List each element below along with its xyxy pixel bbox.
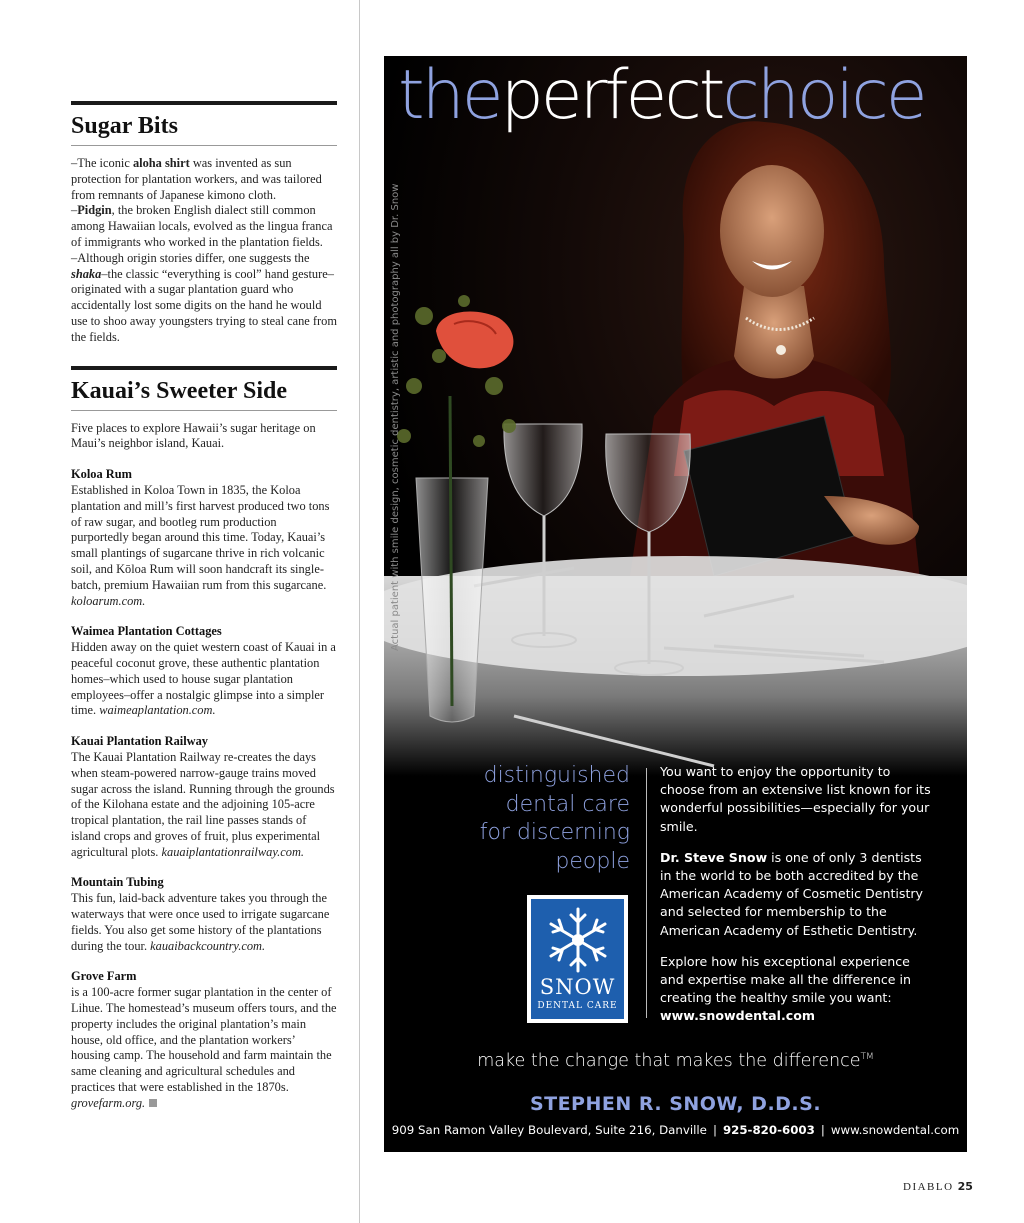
- sugar-bits-title: Sugar Bits: [71, 113, 178, 139]
- sugar-bit-item: –The iconic aloha shirt was invented as sun protection for plantation workers, and was tailored from remnants of Japanese kimono cloth.: [71, 156, 322, 202]
- entry-grove-farm: Grove Farm is a 100-acre former sugar plantation in the center of Lihue. The homestead’s museum offers tours, and the property includes the original plantation’s main house, old office, and the plantation workers’ housing camp. The household and farm maintain the same cleaning and agricultural schedules and practices that were established in the 1870s. grovefarm.org.: [71, 969, 337, 1110]
- thin-rule: [71, 410, 337, 411]
- entry-mountain-tubing: Mountain Tubing This fun, laid-back adventure takes you through the waterways that were once used to irrigate sugarcane fields. You also get some history of the plantations during the tour. kauaibackcountry.com.: [71, 875, 337, 954]
- gutter-line: [359, 0, 360, 1223]
- ad-tagline: distinguished dental care for discerning people: [479, 763, 630, 874]
- entry-heading: Waimea Plantation Cottages: [71, 624, 222, 639]
- entry-waimea-plantation: Waimea Plantation Cottages Hidden away on the quiet western coast of Kauai in a peaceful coconut grove, these authentic plantation homes–which used to house sugar plantation employees–offer a nostalgic glimpse into a simpler time. waimeaplantation.com.: [71, 624, 336, 718]
- entry-heading: Koloa Rum: [71, 467, 132, 482]
- snow-dental-logo: [527, 895, 628, 1023]
- dental-advertisement: [384, 56, 967, 1152]
- sidebar-article: [71, 101, 337, 1112]
- website-url[interactable]: www.snowdental.com: [830, 1123, 960, 1137]
- page-folio: [903, 1180, 973, 1193]
- section-rule: [71, 366, 337, 370]
- logo-wordmark: SNOW: [539, 975, 616, 999]
- sweeter-side-section: [71, 366, 337, 1112]
- copy-paragraph: Explore how his exceptional experience and expertise make all the difference in creating the healthy smile you want: www.snowdental.com: [660, 953, 912, 1024]
- end-mark-icon: [149, 1099, 157, 1107]
- sweeter-side-title: Kauai’s Sweeter Side: [71, 377, 287, 404]
- dinner-scene-illustration: [384, 56, 967, 776]
- doctor-name: STEPHEN R. SNOW, D.D.S.: [529, 1093, 822, 1115]
- section-rule: [71, 101, 337, 105]
- entry-koloa-rum: Koloa Rum Established in Koloa Town in 1835, the Koloa plantation and mill’s first harvest produced two tons of raw sugar, and bootleg rum production purportedly began around this time. Today, Kauai’s small plantings of sugarcane thrive in rich volcanic soil, and Kōloa Rum will soon handcraft its single-batch, premium Hawaiian rum from this sugarcane. koloarum.com.: [71, 467, 337, 609]
- entry-heading: Mountain Tubing: [71, 875, 164, 890]
- sugar-bit-item: –Pidgin, the broken English dialect still common among Hawaiian locals, evolved as the lingua franca of immigrants who worked in the plantation fields.: [71, 203, 333, 249]
- sugar-bit-item: –Although origin stories differ, one suggests the shaka–the classic “everything is cool” hand gesture–originated with a sugar plantation guard who accidentally lost some digits on the hand he would use to shoo away youngsters trying to steal cane from the fields.: [71, 250, 337, 344]
- address: 909 San Ramon Valley Boulevard, Suite 216, Danville: [391, 1123, 707, 1137]
- phone-number[interactable]: 925-820-6003: [722, 1123, 815, 1137]
- contact-line: 909 San Ramon Valley Boulevard, Suite 216, Danville | 925-820-6003 | www.snowdental.com: [391, 1123, 960, 1137]
- entry-heading: Kauai Plantation Railway: [71, 734, 208, 749]
- entry-heading: Grove Farm: [71, 969, 137, 984]
- entry-plantation-railway: Kauai Plantation Railway The Kauai Plantation Railway re-creates the days when steam-powered narrow-gauge trains moved sugar across the island. Running through the grounds of the Kilohana estate and the adjoining 105-acre tropical plantation, the rail line passes stands of island crops and groves of fruit, plus experimental agricultural plots. kauaiplantationrailway.com.: [71, 734, 337, 860]
- sweeter-side-intro: Five places to explore Hawaii’s sugar heritage on Maui’s neighbor island, Kauai.: [71, 420, 316, 451]
- entry-url: koloarum.com.: [71, 593, 146, 608]
- vertical-divider: [646, 768, 647, 1018]
- magazine-name: DIABLO: [903, 1181, 954, 1193]
- thin-rule: [71, 145, 337, 146]
- ad-slogan: make the change that makes the difference™: [477, 1051, 874, 1071]
- ad-body-copy: [660, 763, 935, 1039]
- website-link[interactable]: www.snowdental.com: [660, 1008, 816, 1024]
- copy-paragraph: Dr. Steve Snow is one of only 3 dentists in the world to be both accredited by the American Academy of Cosmetic Dentistry and selected for membership to the American Academy of Esthetic Dentistry.: [660, 849, 924, 938]
- snowflake-icon: [543, 905, 613, 975]
- entry-url: kauaibackcountry.com.: [150, 938, 266, 953]
- entry-url: waimeaplantation.com.: [99, 703, 216, 718]
- photo-caption: Actual patient with smile design, cosmetic dentistry, artistic and photography all by Dr. Snow: [390, 183, 401, 651]
- entry-url: grovefarm.org.: [71, 1095, 146, 1110]
- copy-paragraph: You want to enjoy the opportunity to choose from an extensive list known for its wonderful possibilities—especially for your smile.: [660, 764, 931, 834]
- logo-subtitle: DENTAL CARE: [537, 1001, 618, 1011]
- entry-url: kauaiplantationrailway.com.: [161, 844, 304, 859]
- ad-headline: theperfectchoice: [398, 56, 925, 135]
- page-number: 25: [957, 1180, 973, 1193]
- sugar-bits-list: [71, 156, 337, 346]
- ad-photo: [384, 56, 967, 776]
